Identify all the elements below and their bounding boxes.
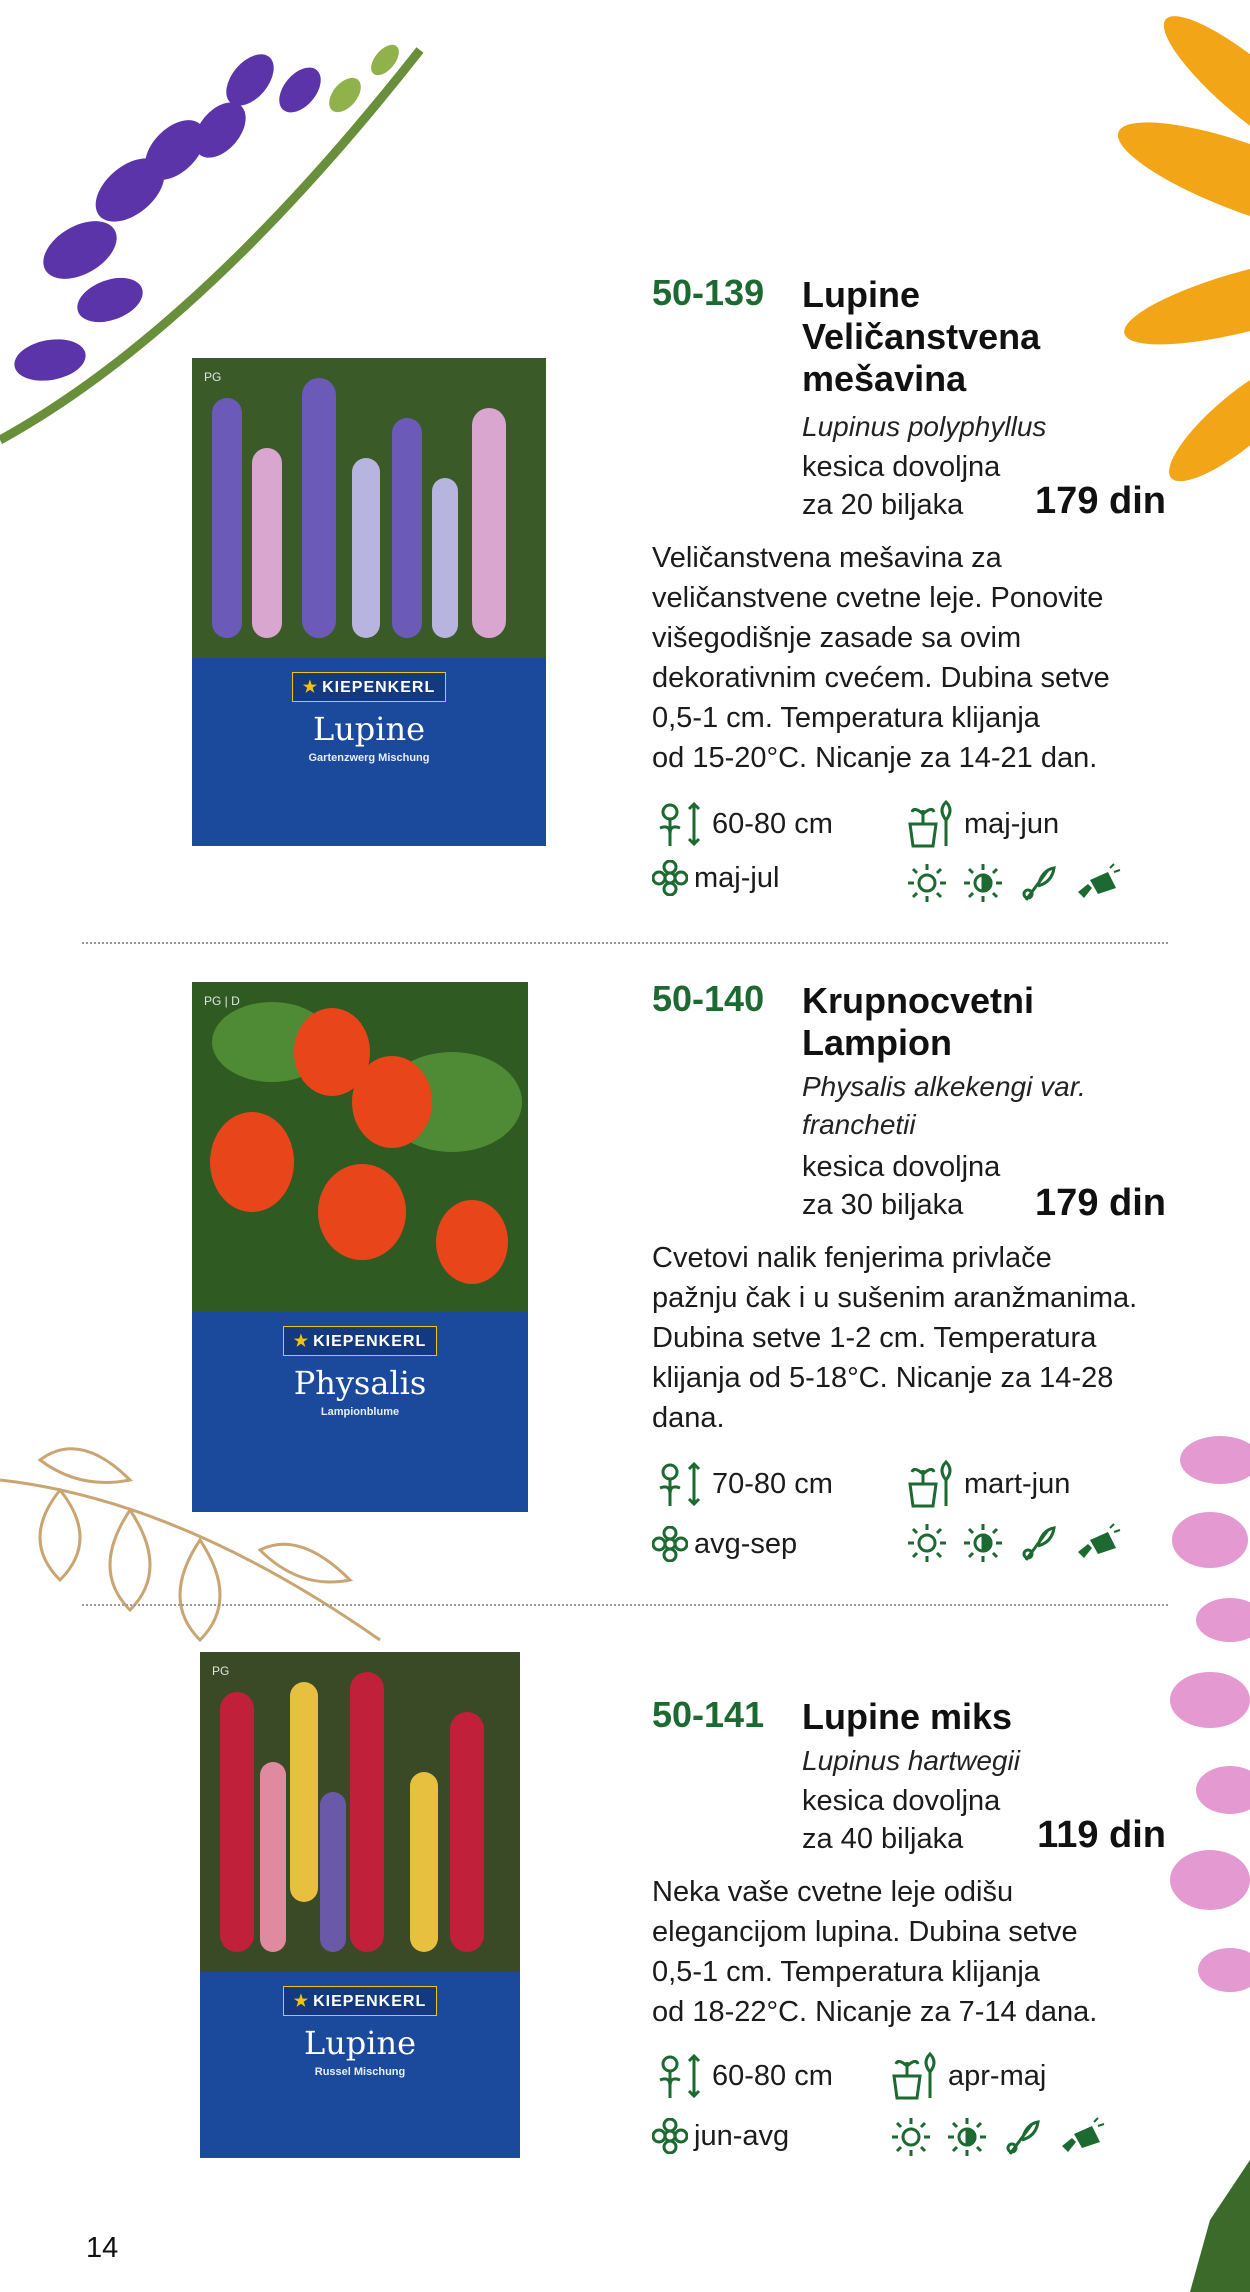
flowering-spec (652, 2118, 789, 2154)
seed-packet-image (192, 982, 528, 1512)
pack-line: za 30 biljaka (802, 1189, 964, 1221)
latin-line: Lupinus hartwegii (802, 1745, 1020, 1776)
sowing-spec (906, 1458, 1070, 1510)
sowing-pot-icon (906, 1458, 958, 1510)
height-value: 70-80 cm (712, 1467, 833, 1500)
height-spec (652, 2050, 833, 2102)
seed-packet-image (200, 1652, 520, 2158)
product-code: 50-141 (652, 1694, 765, 1735)
title-line: mešavina (802, 358, 967, 399)
sowing-value: apr-maj (948, 2059, 1047, 2092)
desc-line: 0,5-1 cm. Temperatura klijanja (652, 702, 1040, 734)
desc-line: pažnju čak i u sušenim aranžmanima. (652, 1282, 1138, 1314)
sowing-value: mart-jun (964, 1467, 1071, 1500)
latin-line: franchetii (802, 1109, 916, 1140)
desc-line: elegancijom lupina. Dubina setve (652, 1916, 1078, 1948)
cutting-icon (1002, 2116, 1044, 2158)
pack-line: kesica dovoljna (802, 1785, 1001, 1817)
title-line: Lupine (802, 274, 920, 315)
sowing-spec (890, 2050, 1046, 2102)
flowering-spec (652, 1526, 797, 1562)
growing-conditions (906, 1522, 1136, 1564)
packet-subtitle: Russel Mischung (314, 2066, 406, 2078)
title-line: Lampion (802, 1022, 952, 1063)
packet-pg-label: PG (212, 1664, 230, 1678)
packet-brand: ★ KIEPENKERL (283, 1326, 437, 1356)
sowing-value: maj-jun (964, 807, 1060, 840)
desc-line: dekorativnim cvećem. Dubina setve (652, 662, 1110, 694)
watering-can-icon (1074, 1522, 1122, 1564)
desc-line: dana. (652, 1402, 725, 1434)
sun-icon (890, 2116, 932, 2158)
sun-icon (906, 1522, 948, 1564)
packet-band (192, 1312, 528, 1512)
section-divider (82, 942, 1168, 944)
desc-line: Dubina setve 1-2 cm. Temperatura (652, 1322, 1097, 1354)
desc-line: od 15-20°C. Nicanje za 14-21 dan. (652, 742, 1098, 774)
sowing-pot-icon (906, 798, 958, 850)
flowering-value: avg-sep (694, 1527, 798, 1560)
pack-line: za 20 biljaka (802, 489, 964, 521)
watering-can-icon (1074, 862, 1122, 904)
half-shade-icon (962, 1522, 1004, 1564)
brand-label: KIEPENKERL (313, 1993, 427, 2010)
desc-line: 0,5-1 cm. Temperatura klijanja (652, 1956, 1040, 1988)
latin-name (802, 1742, 1020, 1780)
packet-photo (192, 358, 546, 658)
pack-info (802, 1148, 1000, 1224)
latin-line: Physalis alkekengi var. (802, 1071, 1086, 1102)
product-code: 50-139 (652, 272, 765, 313)
height-spec (652, 798, 833, 850)
desc-line: Neka vaše cvetne leje odišu (652, 1876, 1014, 1908)
section-divider (82, 1604, 1168, 1606)
pack-line: kesica dovoljna (802, 451, 1001, 483)
product-description (652, 538, 1192, 778)
pack-line: za 40 biljaka (802, 1823, 964, 1855)
flowering-value: maj-jul (694, 861, 780, 894)
height-value: 60-80 cm (712, 2059, 833, 2092)
packet-subtitle: Lampionblume (320, 1406, 400, 1418)
packet-pg-label: PG (204, 370, 222, 384)
packet-name: Lupine (312, 710, 426, 748)
flowering-spec (652, 860, 779, 896)
product-description (652, 1872, 1192, 2032)
packet-subtitle: Gartenzwerg Mischung (308, 752, 430, 764)
product-code: 50-140 (652, 978, 765, 1019)
packet-photo (200, 1652, 520, 1972)
sowing-spec (906, 798, 1059, 850)
page-number: 14 (86, 2232, 119, 2264)
product-title (802, 274, 1040, 400)
product-title (802, 1696, 1012, 1738)
sun-icon (906, 862, 948, 904)
desc-line: klijanja od 5-18°C. Nicanje za 14-28 (652, 1362, 1114, 1394)
packet-brand: ★ KIEPENKERL (292, 672, 446, 702)
flower-icon (652, 860, 688, 896)
product-title (802, 980, 1034, 1064)
title-line: Veličanstvena (802, 316, 1041, 357)
packet-name: Lupine (303, 2024, 417, 2062)
brand-label: KIEPENKERL (313, 1333, 427, 1350)
pack-info (802, 448, 1000, 524)
price: 179 din (1035, 1182, 1166, 1224)
brand-label: KIEPENKERL (322, 679, 436, 696)
sowing-pot-icon (890, 2050, 942, 2102)
desc-line: Cvetovi nalik fenjerima privlače (652, 1242, 1052, 1274)
growing-conditions (906, 862, 1136, 904)
cutting-icon (1018, 1522, 1060, 1564)
product-description (652, 1238, 1192, 1438)
growing-conditions (890, 2116, 1120, 2158)
title-line: Krupnocvetni (802, 980, 1035, 1021)
desc-line: Veličanstvena mešavina za (652, 542, 1002, 574)
pack-info (802, 1782, 1000, 1858)
packet-brand: ★ KIEPENKERL (283, 1986, 437, 2016)
half-shade-icon (946, 2116, 988, 2158)
latin-line: Lupinus polyphyllus (802, 411, 1047, 442)
packet-name: Physalis (293, 1364, 427, 1402)
pack-line: kesica dovoljna (802, 1151, 1001, 1183)
plant-height-icon (652, 1458, 706, 1510)
half-shade-icon (962, 862, 1004, 904)
flower-icon (652, 1526, 688, 1562)
price: 179 din (1035, 480, 1166, 522)
height-spec (652, 1458, 833, 1510)
flower-icon (652, 2118, 688, 2154)
flowering-value: jun-avg (694, 2119, 790, 2152)
desc-line: veličanstvene cvetne leje. Ponovite (652, 582, 1104, 614)
packet-band (192, 658, 546, 846)
plant-height-icon (652, 2050, 706, 2102)
plant-height-icon (652, 798, 706, 850)
cutting-icon (1018, 862, 1060, 904)
price: 119 din (1037, 1814, 1166, 1856)
desc-line: od 18-22°C. Nicanje za 7-14 dana. (652, 1996, 1098, 2028)
desc-line: višegodišnje zasade sa ovim (652, 622, 1022, 654)
packet-band (200, 1972, 520, 2158)
watering-can-icon (1058, 2116, 1106, 2158)
packet-pg-label: PG | D (204, 994, 240, 1008)
latin-name (802, 408, 1046, 446)
height-value: 60-80 cm (712, 807, 833, 840)
title-line: Lupine miks (802, 1696, 1013, 1737)
seed-packet-image (192, 358, 546, 846)
yellow-flower-decoration (1100, 0, 1250, 560)
packet-photo (192, 982, 528, 1312)
latin-name (802, 1068, 1086, 1144)
